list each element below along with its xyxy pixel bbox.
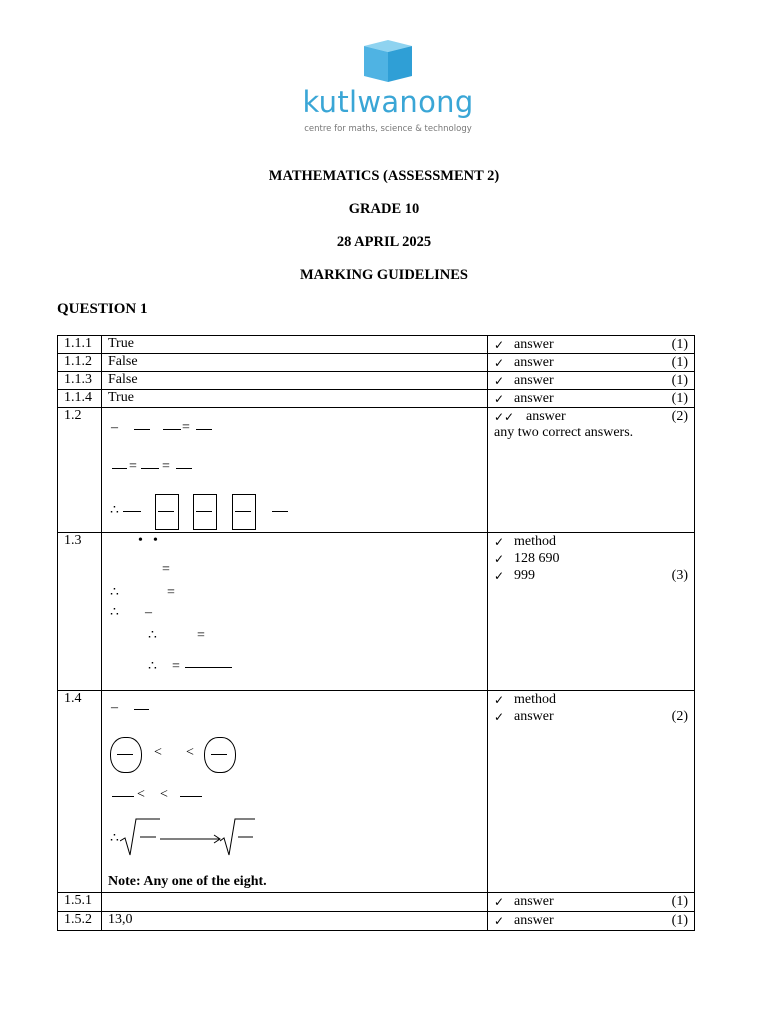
minus-sign: – xyxy=(111,420,118,435)
fraction-box xyxy=(155,494,179,530)
table-row xyxy=(58,893,695,912)
less-than-sign: < xyxy=(160,787,168,802)
question-number: 1.4 xyxy=(58,691,102,893)
equals-sign: = xyxy=(162,459,170,474)
answer-cell: False xyxy=(102,354,488,372)
mark-points: (1) xyxy=(671,390,688,406)
answer-cell: 13,0 xyxy=(102,912,488,931)
recurring-dot: • xyxy=(138,533,143,548)
root-arrow-icon xyxy=(120,817,260,857)
doc-type-title: MARKING GUIDELINES xyxy=(300,267,468,283)
marking-table xyxy=(57,335,695,931)
less-than-sign: < xyxy=(137,787,145,802)
check-icon: ✓ xyxy=(494,534,505,549)
mark-label: answer xyxy=(526,408,566,424)
equals-sign: = xyxy=(167,585,175,600)
mark-points: (1) xyxy=(671,893,688,909)
working-cell xyxy=(102,691,488,893)
working-cell xyxy=(102,533,488,691)
logo-tagline: centre for maths, science & technology xyxy=(304,124,472,134)
table-row xyxy=(58,912,695,931)
equals-sign: = xyxy=(182,420,190,435)
mark-label: answer xyxy=(514,708,554,724)
check-icon: ✓ xyxy=(494,568,505,583)
check-icon: ✓ xyxy=(494,894,505,909)
mark-points: (1) xyxy=(671,372,688,388)
mark-label: answer xyxy=(514,893,554,909)
fraction-box xyxy=(232,494,256,530)
mark-label: answer xyxy=(514,390,554,406)
equals-sign: = xyxy=(129,459,137,474)
math-working xyxy=(108,691,481,891)
mark-label: answer xyxy=(514,354,554,370)
mark-label: answer xyxy=(514,336,554,352)
check-icon: ✓ xyxy=(494,913,505,928)
mark-cell xyxy=(488,372,695,390)
subject-title: MATHEMATICS (ASSESSMENT 2) xyxy=(268,168,500,184)
table-row xyxy=(58,408,695,533)
question-number: 1.3 xyxy=(58,533,102,691)
less-than-sign: < xyxy=(186,745,194,760)
mark-label: method xyxy=(514,691,556,707)
table-row xyxy=(58,533,695,691)
equals-sign: = xyxy=(162,562,170,577)
math-working xyxy=(108,533,481,689)
question-number: 1.5.2 xyxy=(58,912,102,931)
table-row xyxy=(58,691,695,893)
mark-label: 999 xyxy=(514,567,535,583)
fraction-bar xyxy=(185,667,232,668)
mark-points: (1) xyxy=(671,912,688,928)
mark-label: answer xyxy=(514,372,554,388)
bracket-pair xyxy=(204,737,236,773)
working-cell xyxy=(102,408,488,533)
mark-points: (1) xyxy=(671,336,688,352)
mark-points: (1) xyxy=(671,354,688,370)
table-row xyxy=(58,336,695,354)
question-number: 1.1.3 xyxy=(58,372,102,390)
equals-sign: = xyxy=(197,628,205,643)
recurring-dot: • xyxy=(153,533,158,548)
mark-cell xyxy=(488,533,695,691)
check-icon: ✓ xyxy=(494,709,505,724)
mark-cell xyxy=(488,912,695,931)
answer-cell: True xyxy=(102,336,488,354)
check-icon: ✓ xyxy=(494,355,505,370)
cube-logo-icon xyxy=(362,40,414,82)
check-icon: ✓ xyxy=(494,391,505,406)
check-icon: ✓ xyxy=(494,373,505,388)
table-row xyxy=(58,372,695,390)
check-icon: ✓ xyxy=(494,692,505,707)
question-number: 1.5.1 xyxy=(58,893,102,912)
question-number: 1.2 xyxy=(58,408,102,533)
mark-points: (2) xyxy=(671,408,688,424)
equals-sign: = xyxy=(172,659,180,674)
therefore-symbol: ∴ xyxy=(110,605,119,620)
therefore-symbol: ∴ xyxy=(110,585,119,600)
mark-label: 128 690 xyxy=(514,550,560,566)
answer-cell: False xyxy=(102,372,488,390)
bracket-pair xyxy=(110,737,142,773)
therefore-symbol: ∴ xyxy=(110,831,119,846)
question-title: QUESTION 1 xyxy=(57,301,148,317)
kutlwanong-logo xyxy=(300,40,476,140)
mark-cell xyxy=(488,691,695,893)
therefore-symbol: ∴ xyxy=(110,503,119,518)
mark-points: (3) xyxy=(671,567,688,583)
minus-sign: – xyxy=(145,605,152,620)
mark-note: any two correct answers. xyxy=(494,425,634,440)
therefore-symbol: ∴ xyxy=(148,659,157,674)
fraction-box xyxy=(193,494,217,530)
question-number: 1.1.2 xyxy=(58,354,102,372)
mark-cell xyxy=(488,336,695,354)
mark-label: answer xyxy=(514,912,554,928)
grade-title: GRADE 10 xyxy=(348,201,420,217)
minus-sign: – xyxy=(111,700,118,715)
less-than-sign: < xyxy=(154,745,162,760)
mark-cell xyxy=(488,354,695,372)
check-icon: ✓ xyxy=(494,551,505,566)
question-number: 1.1.1 xyxy=(58,336,102,354)
table-row xyxy=(58,354,695,372)
mark-cell xyxy=(488,893,695,912)
double-check-icon: ✓✓ xyxy=(494,409,515,424)
answer-cell: True xyxy=(102,390,488,408)
answer-cell xyxy=(102,893,488,912)
math-working xyxy=(108,408,481,531)
logo-wordmark: kutlwanong xyxy=(302,85,474,119)
mark-points: (2) xyxy=(671,708,688,724)
date-title: 28 APRIL 2025 xyxy=(336,234,432,250)
working-note: Note: Any one of the eight. xyxy=(108,874,267,889)
table-row xyxy=(58,390,695,408)
mark-label: method xyxy=(514,533,556,549)
check-icon: ✓ xyxy=(494,337,505,352)
question-number: 1.1.4 xyxy=(58,390,102,408)
mark-cell xyxy=(488,390,695,408)
therefore-symbol: ∴ xyxy=(148,628,157,643)
mark-cell xyxy=(488,408,695,533)
